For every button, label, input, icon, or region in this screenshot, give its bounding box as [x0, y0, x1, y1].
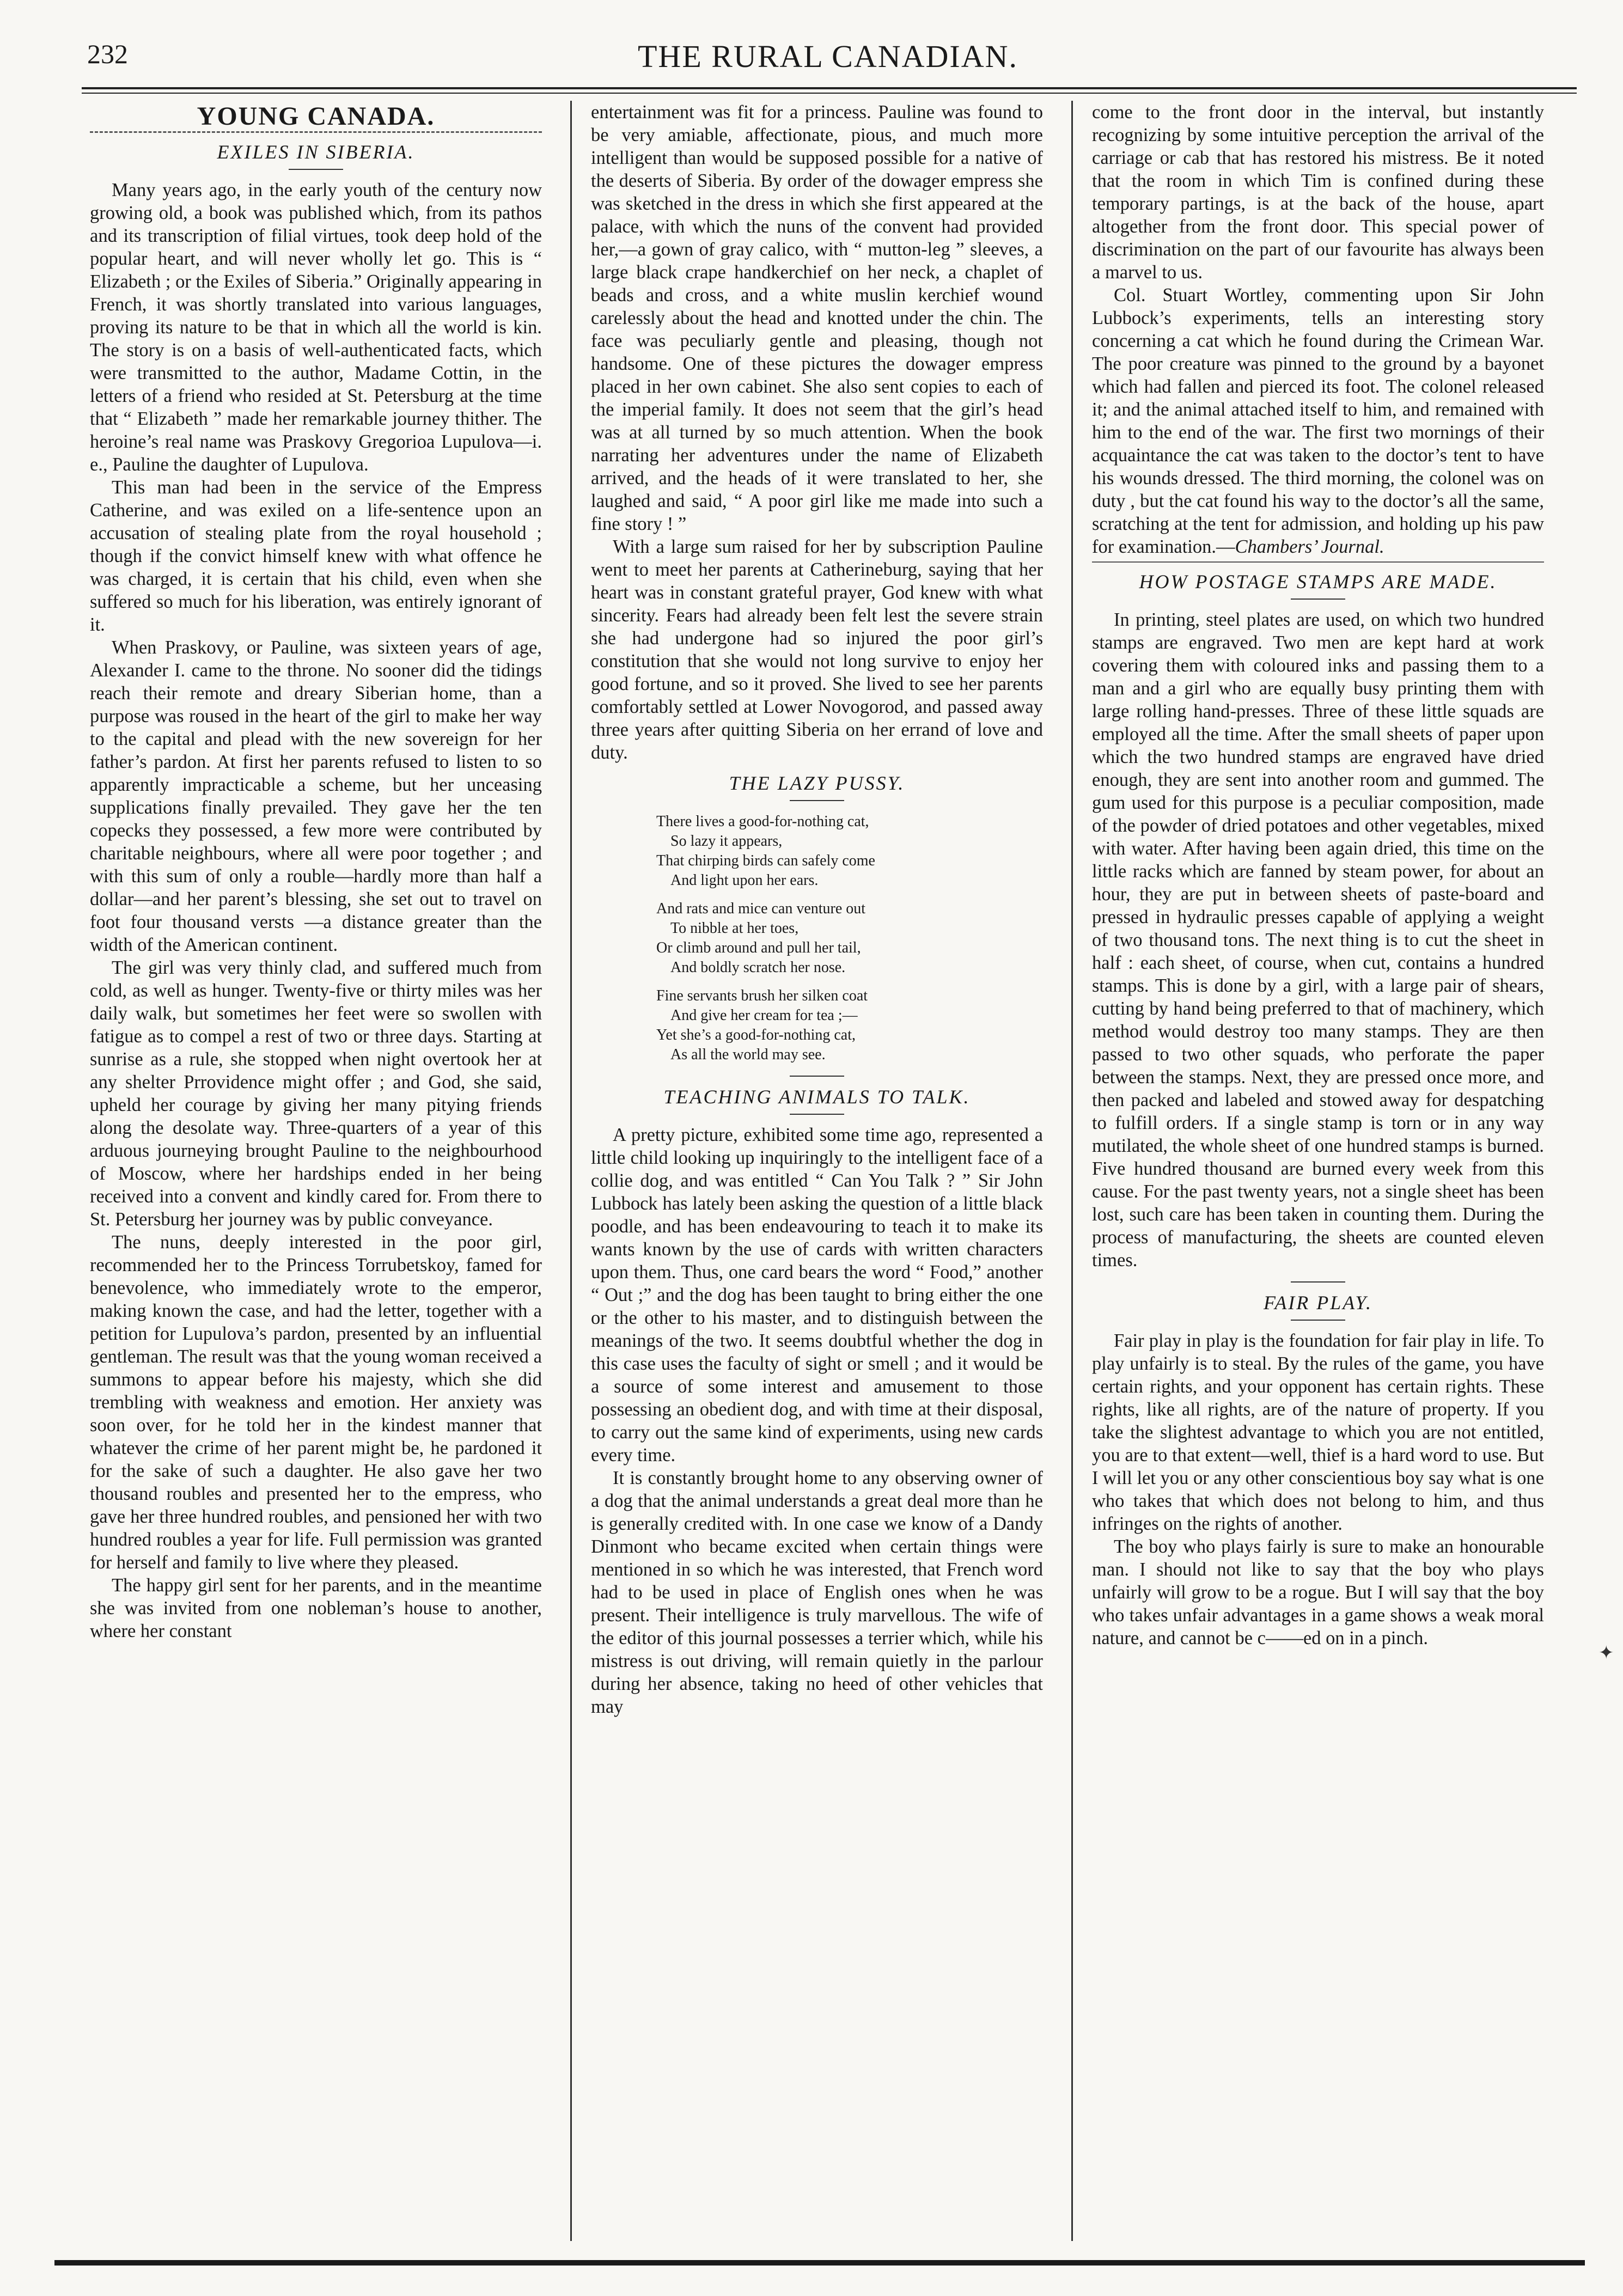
title-rule	[289, 169, 343, 170]
story-title-fair-play: FAIR PLAY.	[1263, 1292, 1373, 1314]
paragraph: Fair play in play is the foundation for fair play in life. To play unfairly is to steal. By the rules of the game, you have certain rights, and your opponent has certain rights. These rights, like all rights, are of the nature of property. If you take the slightest advantage to which you are not entitled, you are to that extent—well, thief is a hard word to use. But I will let you or any other conscientious boy say what is one who takes that which does not belong to him, and thus infringes on the rights of another.	[1092, 1330, 1544, 1534]
poem-line: And give her cream for tea ;—	[670, 1007, 858, 1024]
page-header	[87, 38, 1569, 82]
section-rule	[90, 131, 542, 133]
poem-line: As all the world may see.	[670, 1046, 826, 1063]
journal-title: THE RURAL CANADIAN.	[638, 39, 1018, 74]
paragraph: It is constantly brought home to any observing owner of a dog that the animal understands a great deal more than he is generally credited with. In one case we know of a Dandy Dinmont who became excited when certain things were mentioned in so which he was interested, that French word had to be used in place of English ones when he was present. Their intelligence is truly marvellous. The wife of the editor of this journal possesses a terrier which, while his mistress is out driving, will remain quietly in the parlour during her absence, taking no heed of other vehicles that may	[591, 1468, 1043, 1717]
page-number: 232	[87, 39, 128, 69]
paragraph: The happy girl sent for her parents, and in the meantime she was invited from one nobleman’s house to another, where her constant	[90, 1575, 542, 1641]
footer-rule	[54, 2260, 1585, 2266]
paragraph: A pretty picture, exhibited some time ago, represented a little child looking up inquiringly to the intelligent face of a collie dog, and was entitled “ Can You Talk ? ” Sir John Lubbock has lately been asking the question of a little black poodle, and has been endeavouring to teach it to make its wants known by the use of cards with written characters upon them. Thus, one card bears the word “ Food,” another “ Out ;” and the dog has been taught to bring either the one or the other to his master, and to distinguish between the meanings of the two. It seems doubtful whether the dog in this case uses the faculty of sight or smell ; and it would be a source of some interest and amusement to those possessing an obedient dog, and with time at their disposal, to carry out the same kind of experiments, using new cards every time.	[591, 1125, 1043, 1465]
ink-mark: ✦	[1598, 1643, 1614, 1663]
poem-title: THE LAZY PUSSY.	[729, 772, 905, 794]
paragraph: With a large sum raised for her by subscription Pauline went to meet her parents at Catherineburg, saying that her heart was in constant grateful prayer, God knew with what sincerity. Fears had already been felt lest the severe strain she had undergone had so injured the poor girl’s constitution that she would not long survive to enjoy her good fortune, and so it proved. She lived to see her parents comfortably settled at Lower Novogorod, and passed away three years after quitting Siberia on her errand of love and duty.	[591, 536, 1043, 763]
title-rule	[790, 1114, 844, 1115]
paragraph: Many years ago, in the early youth of the century now growing old, a book was published which, from its pathos and its transcription of filial virtues, took deep hold of the popular heart, and will never wholly let go. This is “ Elizabeth ; or the Exiles of Siberia.” Originally appearing in French, it was shortly translated into various languages, proving its nature to be that in which all the world is kin. The story is on a basis of well-authenticated facts, which were transmitted to the author, Madame Cottin, in the letters of a friend who resided at St. Petersburg at the time that “ Elizabeth ” made her remarkable journey thither. The heroine’s real name was Praskovy Gregorioa Lupulova—i. e., Pauline the daughter of Lupulova.	[90, 180, 542, 475]
poem-line: Fine servants brush her silken coat	[656, 987, 868, 1004]
paragraph	[1092, 284, 1544, 558]
section-title: YOUNG CANADA.	[197, 102, 435, 131]
paragraph-text: Col. Stuart Wortley, commenting upon Sir John Lubbock’s experiments, tells an interesting story concerning a cat which he found during the Crimean War. The poor creature was pinned to the ground by a bayonet which had fallen and pierced its foot. The colonel released it; and the animal attached itself to him, and remained with him to the end of the war. The first two mornings of their acquaintance the cat was taken to the doctor’s tent to have his wounds dressed. The third morning, the colonel was on duty , but the cat found his way to the doctor’s all the same, scratching at the tent for admission, and holding up his paw for examination.—	[1092, 285, 1544, 557]
paragraph: entertainment was fit for a princess. Pauline was found to be very amiable, affectionate, pious, and much more intelligent than would be supposed possible for a native of the deserts of Siberia. By order of the dowager empress she was sketched in the dress in which she first appeared at the palace, with which the nuns of the convent had provided her,—a gown of gray calico, with “ mutton-leg ” sleeves, a large black crape handkerchief on her neck, a chaplet of beads and cross, and a white muslin kerchief wound carelessly about the head and knotted under the chin. The face was peculiarly gentle and pleasing, though not handsome. One of these pictures the dowager empress placed in her own cabinet. She also sent copies to each of the imperial family. It does not seem that the girl’s head was at all turned by so much attention. When the book narrating her adventures under the name of Elizabeth arrived, and the heads of it were translated to her, she laughed and said, “ A poor girl like me made into such a fine story ! ”	[591, 102, 1043, 534]
poem-line: So lazy it appears,	[670, 833, 783, 850]
poem	[656, 812, 1043, 1065]
title-rule	[1291, 599, 1345, 600]
poem-stanza	[656, 986, 1043, 1065]
poem-line: To nibble at her toes,	[670, 920, 799, 937]
story-title-stamps: HOW POSTAGE STAMPS ARE MADE.	[1139, 571, 1497, 593]
poem-line: And light upon her ears.	[670, 872, 819, 889]
section-rule	[790, 1076, 844, 1077]
poem-line: And boldly scratch her nose.	[670, 959, 846, 976]
paragraph: When Praskovy, or Pauline, was sixteen years of age, Alexander I. came to the throne. No sooner did the tidings reach their remote and dreary Siberian home, than a purpose was roused in the heart of the girl to make her way to the capital and plead with the new sovereign for her father’s pardon. At first her parents refused to listen to so apparently impracticable a scheme, but her unceasing supplications finally prevailed. They gave her the ten copecks they possessed, a few more were contributed by charitable neighbours, where all were poor together ; and with this sum of only a rouble—hardly more than half a dollar—and her parent’s blessing, she set out to travel on foot four thousand versts —a distance greater than the width of the American continent.	[90, 637, 542, 955]
column-2	[591, 101, 1043, 2241]
column-1	[90, 101, 542, 2241]
paragraph: come to the front door in the interval, but instantly recognizing by some intuitive perception the arrival of the carriage or cab that has restored his mistress. Be it noted that the room in which Tim is confined during these temporary partings, is at the back of the house, apart altogether from the front door. This special power of discrimination on the part of our favourite has always been a marvel to us.	[1092, 102, 1544, 283]
paragraph: The nuns, deeply interested in the poor girl, recommended her to the Princess Torrubetskoy, famed for benevolence, who immediately wrote to the emperor, making known the case, and had the letter, together with a petition for Lupulova’s pardon, presented by an influential gentleman. The result was that the young woman received a summons to appear before his majesty, which she did trembling with weakness and emotion. Her anxiety was soon over, for he told her in the kindest manner that whatever the crime of her parent might be, he pardoned it for the sake of such a daughter. He also gave her two thousand roubles and presented her to the empress, who gave her three hundred roubles, and pensioned her with two hundred roubles a year for life. Full permission was granted for herself and family to live where they pleased.	[90, 1232, 542, 1573]
section-rule	[1092, 561, 1544, 563]
column-3	[1092, 101, 1544, 2241]
title-rule	[1291, 1320, 1345, 1321]
title-rule	[790, 800, 844, 801]
attribution: Chambers’ Journal.	[1235, 536, 1384, 557]
paragraph: This man had been in the service of the Empress Catherine, and was exiled on a life-sentence upon an accusation of stealing plate from the royal household ; though if the convict himself knew with what offence he was charged, it is certain that his child, even when she suffered so much for his liberation, was entirely ignorant of it.	[90, 477, 542, 635]
poem-line: Yet she’s a good-for-nothing cat,	[656, 1027, 856, 1043]
poem-stanza	[656, 899, 1043, 978]
story-title-teaching: TEACHING ANIMALS TO TALK.	[663, 1086, 971, 1108]
paragraph: The girl was very thinly clad, and suffered much from cold, as well as hunger. Twenty-five or thirty miles was her daily walk, but sometimes her feet were so swollen with fatigue as to compel a rest of two or three days. Starting at sunrise as a rule, she stopped when night overtook her at any shelter Prrovidence might offer ; and God, she said, upheld her courage by giving her many pitying friends along the desolate way. Three-quarters of a year of this arduous journeying brought Pauline to the neighbourhood of Moscow, where her hardships ended in her being received into a convent and kindly cared for. From there to St. Petersburg her journey was by public conveyance.	[90, 957, 542, 1230]
article-columns	[90, 101, 1571, 2241]
section-rule	[1291, 1281, 1345, 1283]
paragraph: The boy who plays fairly is sure to make an honourable man. I should not like to say that the boy who plays unfairly will grow to be a rogue. But I will say that the boy who takes unfair advantages in a game shows a weak moral nature, and cannot be c——ed on in a pinch.	[1092, 1536, 1544, 1648]
poem-line: Or climb around and pull her tail,	[656, 939, 861, 956]
paragraph: In printing, steel plates are used, on which two hundred stamps are engraved. Two men are kept hard at work covering them with coloured inks and passing them to a man and a girl who are equally busy printing them with large rolling hand-presses. Three of these little squads are employed all the time. After the small sheets of paper upon which the two hundred stamps are engraved have dried enough, they are sent into another room and gummed. The gum used for this purpose is a peculiar composition, made of the powder of dried potatoes and other vegetables, mixed with water. After having been again dried, this time on the little racks which are fanned by steam power, for about an hour, they are put in between sheets of paste-board and pressed in hydraulic presses capable of applying a weight of two thousand tons. The next thing is to cut the sheet in half : each sheet, of course, when cut, contains a hundred stamps. This is done by a girl, with a large pair of shears, cutting by hand being preferred to that of machinery, which method would destroy too many stamps. They are then passed to two other squads, who perforate the paper between the stamps. Next, they are pressed once more, and then packed and labeled and stowed away for despatching to fulfill orders. If a single stamp is torn or in any way mutilated, the whole sheet of one hundred stamps is burned. Five hundred thousand are burned every week from this cause. For the past twenty years, not a single sheet has been lost, such care has been taken in counting them. During the process of manufacturing, the sheets are counted eleven times.	[1092, 609, 1544, 1271]
poem-line: There lives a good-for-nothing cat,	[656, 813, 869, 830]
header-rule	[82, 87, 1577, 94]
story-title-exiles: EXILES IN SIBERIA.	[217, 141, 415, 163]
poem-stanza	[656, 812, 1043, 890]
poem-line: And rats and mice can venture out	[656, 900, 866, 917]
poem-line: That chirping birds can safely come	[656, 852, 875, 869]
